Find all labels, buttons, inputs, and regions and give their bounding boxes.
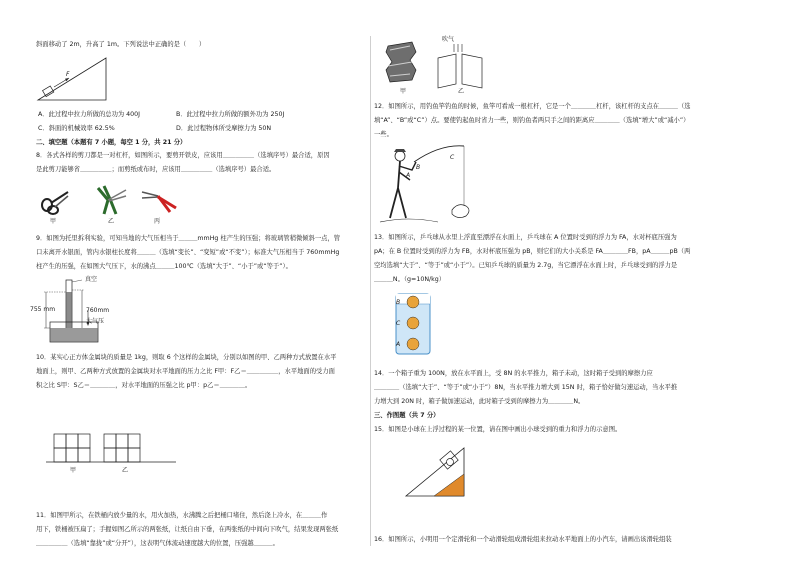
q13-label-b: B bbox=[396, 299, 401, 306]
top-fig-label-yi: 乙 bbox=[458, 88, 465, 95]
q15-text: 15．如图是小球在上浮过程的某一位置，请在图中画出小球受到的重力和浮力的示意图。 bbox=[374, 426, 622, 433]
q12-line1: 12．如图所示，用钓鱼竿钓鱼的时候，鱼竿可看成一根杠杆，它是一个＿＿＿＿杠杆，该杠杆的支点在＿＿＿（选 bbox=[374, 103, 691, 110]
scissors-bing-figure bbox=[140, 186, 180, 218]
q12-label-b: B bbox=[416, 164, 421, 171]
q10-label-yi: 乙 bbox=[122, 467, 129, 474]
label-vacuum: 真空 bbox=[85, 276, 98, 283]
scissors-jia-figure bbox=[40, 186, 70, 216]
q8-label-yi: 乙 bbox=[108, 218, 115, 225]
q8-label-jia: 甲 bbox=[50, 218, 57, 225]
choice-d: D．此过程物体所受摩擦力为 50N bbox=[176, 125, 272, 132]
q10-label-jia: 甲 bbox=[70, 467, 77, 474]
q12-line3: 一些。 bbox=[374, 131, 393, 138]
choice-b: B．此过程中拉力所做的额外功为 250J bbox=[176, 111, 285, 118]
choice-c: C．斜面的机械效率 62.5% bbox=[38, 125, 115, 132]
column-divider bbox=[370, 36, 371, 546]
q13-line2: pA；在 B 位置时受到的浮力为 FB，水对杯底压强为 pB，则它们的大小关系是 FA＿＿＿＿FB，pA＿＿＿pB（两 bbox=[374, 248, 691, 255]
q9-line1: 9．如图为托里拆利实验，可知当地的大气压相当于＿＿＿mmHg 柱产生的压强；将玻璃管稍微倾斜一点，管 bbox=[36, 235, 341, 242]
q9-line3: 柱产生的压强，在如图大气压下，水的沸点＿＿＿100℃（选填“大于”、“小于”或“等于”）。 bbox=[36, 263, 292, 270]
fishing-figure bbox=[378, 144, 478, 224]
q7-intro-line: 斜面移动了 2m，升高了 1m。下列说法中正确的是（ ） bbox=[36, 41, 206, 48]
q11-line3: ＿＿＿＿＿（选填“靠拢”或“分开”），这表明气体流动速度越大的位置，压强越＿＿＿。 bbox=[36, 540, 279, 547]
label-760mm: 760mm bbox=[86, 307, 110, 314]
crushed-can-figure bbox=[384, 40, 420, 84]
label-atm: 大气压 bbox=[86, 318, 105, 325]
slope-ball-figure bbox=[404, 442, 474, 498]
q12-line2: 填“A”、“B”或“C”）点。要使钓起鱼时省力一些，则钓鱼者两只手之间的距离应＿＿＿＿（选填“增大”或“减小”） bbox=[374, 117, 690, 124]
q13-line3: 空均选填“大于”、“等于”或“小于”）。已知乒乓球的质量为 2.7g，当它漂浮在水面上时，乒乓球受到的浮力是 bbox=[374, 262, 678, 269]
q13-line1: 13．如图所示，乒乓球从水里上浮直至漂浮在水面上，乒乓球在 A 位置时受到的浮力为 FA，水对杯底压强为 bbox=[374, 234, 677, 241]
blow-paper-figure bbox=[432, 44, 492, 88]
section2-title: 二、填空题（本题有 7 小题，每空 1 分，共 21 分） bbox=[36, 139, 187, 146]
choice-a: A．此过程中拉力所做的总功为 400J bbox=[38, 111, 141, 118]
section3-title: 三、作图题（共 7 分） bbox=[374, 412, 440, 419]
q14-line1: 14．一个箱子重为 100N，放在水平面上，受 8N 的水平推力，箱子未动，这时箱子受到的摩擦力应 bbox=[374, 370, 653, 377]
q10-line2: 地面上，则甲、乙两种方式放置的金属块对水平地面的压力之比 F甲：F乙＝＿＿＿＿＿，水平地面的受力面 bbox=[36, 368, 335, 375]
q12-label-a: A bbox=[406, 172, 411, 179]
q13-label-a: A bbox=[396, 341, 401, 348]
q9-line2: 口未离开水银面，管内水银柱长度将＿＿＿（选填“变长”、“变短”或“不变”）；标准大气压相当于 760mmHg bbox=[36, 249, 340, 256]
q8-label-bing: 丙 bbox=[154, 218, 161, 225]
q10-line3: 积之比 S甲：S乙＝＿＿＿＿，对水平地面的压强之比 p甲：p乙＝＿＿＿＿。 bbox=[36, 382, 252, 389]
q8-line1: 8．各式各样的剪刀都是一对杠杆，如图所示，要剪开铁皮，应该用＿＿＿＿＿（选填序号）最合适，原因 bbox=[36, 152, 330, 159]
blow-label: 吹气 bbox=[442, 36, 455, 43]
incline-figure bbox=[36, 54, 116, 104]
top-fig-label-jia: 甲 bbox=[400, 88, 407, 95]
q12-label-c: C bbox=[450, 154, 455, 161]
q11-line1: 11．如图甲所示，在铁桶内放少量的水，用火加热，水沸腾之后把桶口堵住，然后浇上冷水，在＿＿＿作 bbox=[36, 512, 328, 519]
blocks-figure bbox=[46, 420, 176, 468]
q13-line4: ＿＿＿N。（g=10N/kg） bbox=[374, 276, 446, 283]
q16-text: 16．如图所示，小明用一个定滑轮和一个动滑轮组成滑轮组来拉动水平地面上的小汽车，请画出该滑轮组装 bbox=[374, 536, 672, 543]
label-755mm: 755 mm bbox=[30, 306, 56, 313]
q10-line1: 10．某实心正方体金属块的质量是 1kg，则取 6 个这样的金属块，分别以如图的甲、乙两种方式放置在水平 bbox=[36, 354, 337, 361]
scissors-yi-figure bbox=[94, 184, 130, 220]
force-label: F bbox=[66, 71, 70, 78]
q13-label-c: C bbox=[396, 320, 401, 327]
q8-line2: 是此剪刀能够省＿＿＿＿＿；而剪纸或布时，应该用＿＿＿＿＿（选填序号）最合适。 bbox=[36, 166, 276, 173]
q11-line2: 用下，铁桶被压扁了；手握如图乙所示的两张纸，让纸自由下垂，在两张纸的中间向下吹气，结果发现两张纸 bbox=[36, 526, 339, 533]
q14-line2: ＿＿＿＿（选填“大于”、“等于”或“小于”）8N，当水平推力增大到 15N 时，箱子恰好做匀速运动，当水平推 bbox=[374, 384, 678, 391]
q14-line3: 力增大到 20N 时，箱子做加速运动，此时箱子受到的摩擦力为＿＿＿＿N。 bbox=[374, 398, 585, 405]
